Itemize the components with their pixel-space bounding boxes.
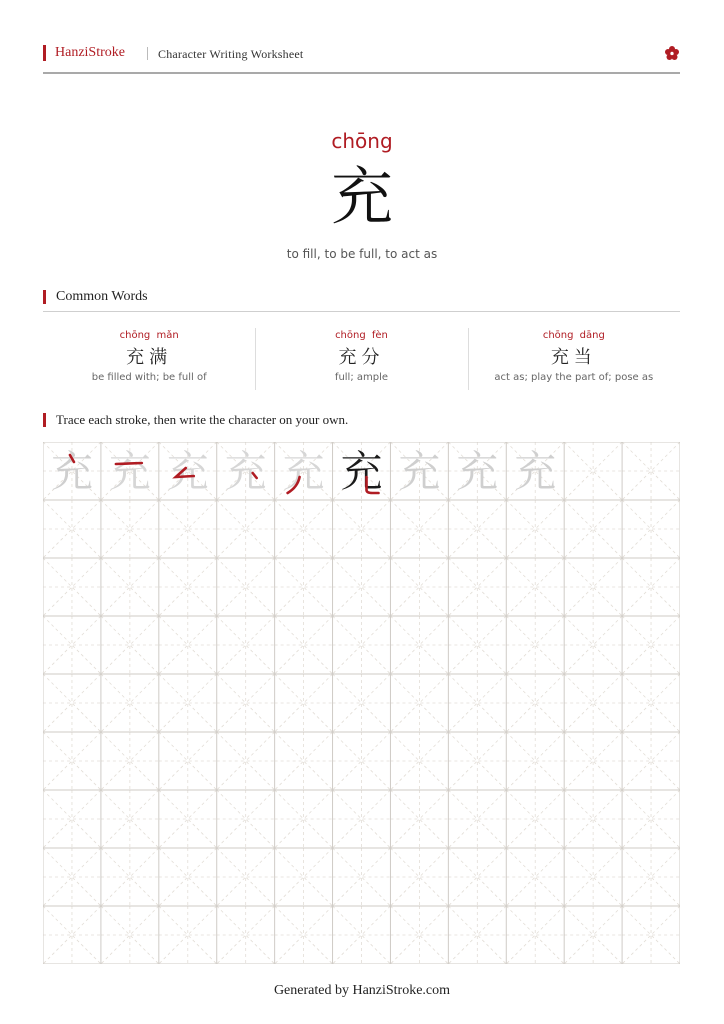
brand-name[interactable]: HanziStroke: [55, 45, 125, 60]
word-card: [43, 328, 255, 390]
plum-blossom-icon: [664, 45, 680, 61]
practice-grid-canvas[interactable]: [43, 442, 680, 964]
stroke-order-character: 充: [282, 447, 325, 496]
common-words-title: Common Words: [56, 289, 148, 304]
highlighted-stroke: [116, 463, 142, 464]
stroke-order-character: 充: [340, 447, 383, 496]
word-pinyin: chōng fèn: [335, 330, 388, 341]
word-card: [255, 328, 467, 390]
word-meaning: full; ample: [334, 372, 389, 383]
word-card: [468, 328, 680, 390]
common-words-list: [43, 328, 680, 390]
word-pinyin: chōng dāng: [542, 330, 605, 341]
common-words-rule: [43, 311, 680, 312]
footer-credit[interactable]: Generated by HanziStroke.com: [273, 983, 451, 998]
word-meaning: be filled with; be full of: [91, 372, 207, 383]
word-hanzi: 充满: [126, 347, 173, 367]
stroke-order-character: 充: [108, 447, 151, 496]
trace-character: 充: [398, 447, 441, 496]
main-character: 充: [330, 164, 393, 232]
practice-grid[interactable]: [43, 442, 680, 964]
word-pinyin: chōng mǎn: [119, 330, 179, 341]
header-rule: [43, 72, 680, 74]
stroke-order-character: 充: [50, 447, 93, 496]
character-pinyin: chōng: [331, 129, 393, 153]
word-hanzi: 充分: [338, 347, 385, 367]
trace-character: 充: [514, 447, 557, 496]
practice-instruction: Trace each stroke, then write the character on your own.: [56, 412, 349, 427]
brand-accent-bar: [43, 45, 46, 61]
trace-character: 充: [456, 447, 499, 496]
section-accent-bar: [43, 290, 46, 304]
word-meaning: act as; play the part of; pose as: [494, 372, 654, 383]
section-accent-bar: [43, 413, 46, 427]
stroke-order-character: 充: [166, 447, 209, 496]
common-words-heading: [43, 288, 680, 306]
worksheet-subtitle: Character Writing Worksheet: [158, 47, 304, 61]
character-meaning: to fill, to be full, to act as: [286, 247, 438, 261]
stroke-order-character: 充: [224, 447, 267, 496]
header-divider: [147, 47, 148, 60]
practice-heading: [43, 411, 680, 429]
worksheet-header: [43, 44, 680, 64]
word-hanzi: 充当: [550, 347, 597, 367]
